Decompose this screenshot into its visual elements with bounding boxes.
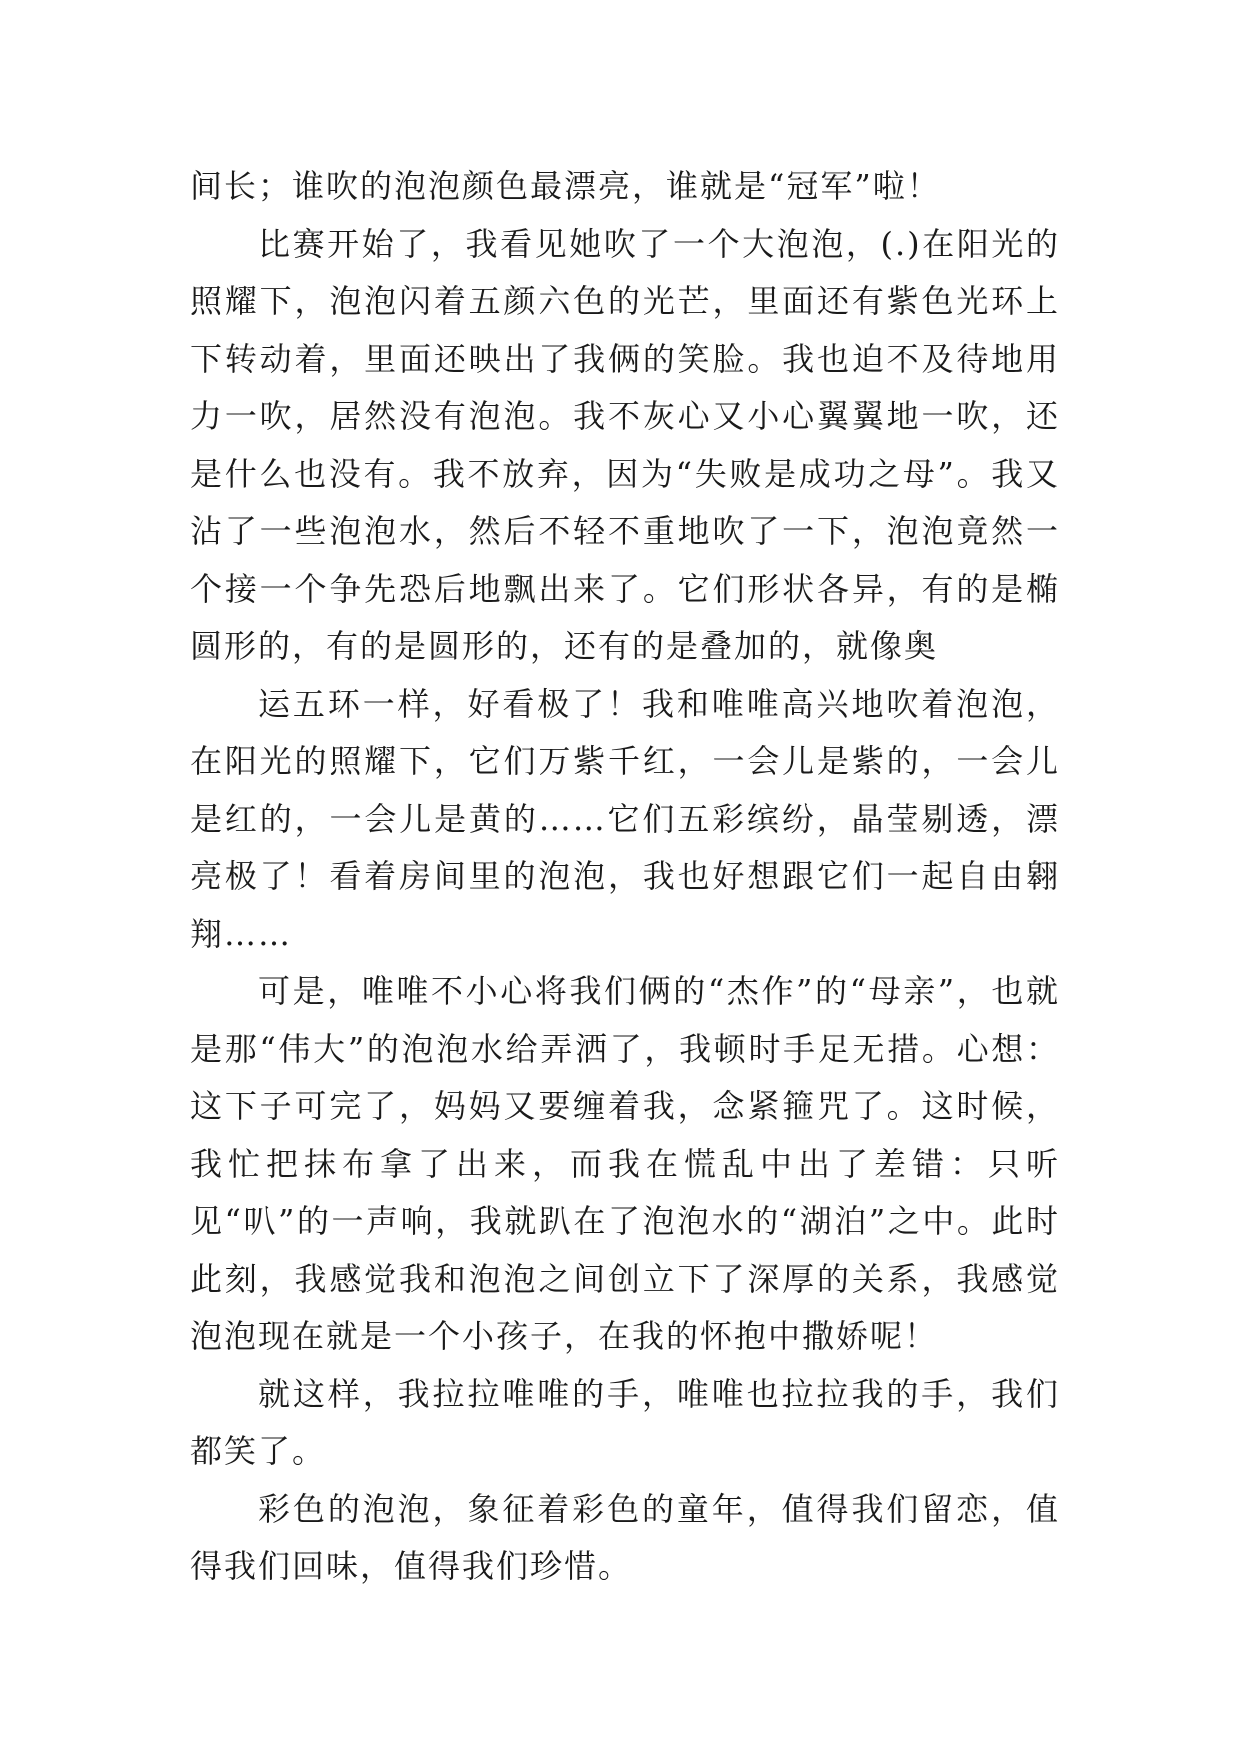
- paragraph-4: 可是，唯唯不小心将我们俩的“杰作”的“母亲”，也就是那“伟大”的泡泡水给弄洒了，我顿时手足无措。心想：这下子可完了，妈妈又要缠着我，念紧箍咒了。这时候，我忙把抹布拿了出来，而我在慌乱中出了差错：只听见“叭”的一声响，我就趴在了泡泡水的“湖泊”之中。此时此刻，我感觉我和泡泡之间创立下了深厚的关系，我感觉泡泡现在就是一个小孩子，在我的怀抱中撒娇呢！: [190, 972, 1060, 1355]
- body-text: [190, 158, 1060, 1596]
- paragraph-6: 彩色的泡泡，象征着彩色的童年，值得我们留恋，值得我们回味，值得我们珍惜。: [190, 1489, 1060, 1585]
- paragraph-3: 运五环一样，好看极了！我和唯唯高兴地吹着泡泡，在阳光的照耀下，它们万紫千红，一会儿是紫的，一会儿是红的，一会儿是黄的……它们五彩缤纷，晶莹剔透，漂亮极了！看着房间里的泡泡，我也好想跟它们一起自由翱翔……: [190, 684, 1060, 953]
- paragraph-1: 间长；谁吹的泡泡颜色最漂亮，谁就是“冠军”啦！: [190, 167, 941, 205]
- paragraph-5: 就这样，我拉拉唯唯的手，唯唯也拉拉我的手，我们都笑了。: [190, 1374, 1060, 1470]
- paragraph-2: 比赛开始了，我看见她吹了一个大泡泡，(.)在阳光的照耀下，泡泡闪着五颜六色的光芒，里面还有紫色光环上下转动着，里面还映出了我俩的笑脸。我也迫不及待地用力一吹，居然没有泡泡。我不灰心又小心翼翼地一吹，还是什么也没有。我不放弃，因为“失败是成功之母”。我又沾了一些泡泡水，然后不轻不重地吹了一下，泡泡竟然一个接一个争先恐后地飘出来了。它们形状各异，有的是椭圆形的，有的是圆形的，还有的是叠加的，就像奥: [190, 224, 1060, 665]
